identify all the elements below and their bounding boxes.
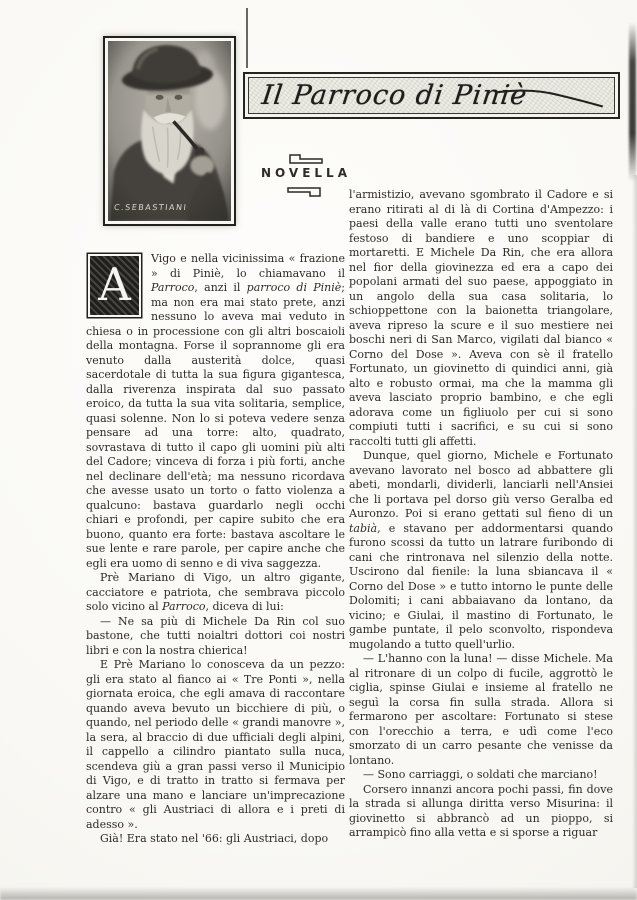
paragraph	[349, 783, 613, 841]
text-column-left	[86, 252, 345, 847]
title-banner	[243, 72, 620, 119]
italic-text-run: parroco di Piniè	[246, 281, 342, 294]
italic-text-run: Parroco	[162, 600, 206, 613]
italic-text-run: tabià	[349, 521, 378, 535]
paragraph	[349, 768, 613, 783]
paragraph	[86, 571, 345, 615]
text-run: — Sono carriaggi, o soldati che marciano!	[363, 768, 598, 781]
title-swash-flourish	[491, 83, 609, 115]
text-run: E Prè Mariano lo conosceva da un pezzo: gli era stato al fianco ai « Tre Ponti », nella giornata eroica, che egli amava di raccontare quando aveva bevuto un bicchiere di più, o quando, nel periodo delle « grandi manovre », la sera, al braccio di due ufficiali degli alpini, il cappello a cilindro piantato sulla nuca, scendeva giù a gran passi verso il Municipio di Vigo, e di tratto in tratto si fermava per alzare una mano e lanciare un'imprecazione contro « gli Austriaci di allora e i preti di adesso ».	[86, 658, 345, 831]
text-run: Dunque, quel giorno, Michele e Fortunato avevano lavorato nel bosco ad abbattere gli abeti, mondarli, dividerli, lanciarli nell'Ansiei che li portava pel dorso giù verso Geralba ed Auronzo. Poi si erano gettati sul fieno di un	[349, 449, 613, 520]
text-run: — L'hanno con la luna! — disse Michele. Ma al ritronare di un colpo di fucile, aggrottò le ciglia, spinse Giulai e insieme al fratello ne seguì la corsa fin sulla strada. Allora si fermarono per ascoltare: Fortunato si stese con l'orecchio a terra, e udì come l'eco smorzato di un carro pesante che venisse da lontano.	[349, 652, 613, 767]
paragraph	[349, 188, 613, 449]
scan-edge-soft-right	[632, 175, 637, 888]
scan-edge-shadow-bottom	[0, 887, 637, 900]
italic-text-run: Parroco	[151, 281, 195, 294]
text-run: Corsero innanzi ancora pochi passi, fin dove la strada si allunga diritta verso Misurina: il giovinetto si abbrancò ad un pioppo, si arrampicò fino alla vetta e si sporse a riguar	[349, 782, 613, 839]
scan-edge-shadow-right	[629, 22, 636, 182]
ornament-bracket-bottom	[286, 186, 322, 200]
text-run: Già! Era stato nel '66: gli Austriaci, dopo	[100, 832, 329, 845]
page-title: Il Parroco di Piniè	[260, 80, 530, 111]
text-run: — Ne sa più di Michele Da Rin col suo bastone, che tutti noialtri dottori coi nostri libri e con la nostra chierica!	[86, 614, 345, 657]
paragraph	[86, 832, 345, 847]
text-run: Vigo e nella vicinissima « frazione » di Piniè, lo chiamavano il	[151, 252, 345, 280]
title-banner-inner	[248, 77, 615, 114]
text-run: , e stavano per addormentarsi quando furono scossi da tutto un latrare furibondo di cani che rintronava nel silenzio della notte. Uscirono dal fienile: la luna sbiancava il « Corno del Dose » e tutto intorno le punte delle Dolomiti; i cani abbaiavano da lontano, da vicino; e Giulai, il mastino di Fortunato, le gambe puntate, il pelo sconvolto, rispondeva mugolando a tutto quell'urlio.	[349, 521, 613, 651]
text-run: , anzi il	[194, 281, 247, 294]
text-column-right	[349, 188, 613, 841]
portrait-illustration	[108, 41, 231, 221]
artist-signature: C.SEBASTIANI	[113, 203, 188, 212]
paragraph	[86, 252, 345, 571]
paragraph	[349, 652, 613, 768]
drop-cap-initial: A	[90, 256, 139, 315]
text-run: Prè Mariano di Vigo, un altro gigante, cacciatore e patriota, che sembrava piccolo solo vicino al	[86, 571, 345, 613]
paragraph	[86, 658, 345, 832]
paragraph	[86, 615, 345, 659]
section-label: NOVELLA	[261, 166, 351, 180]
text-run: l'armistizio, avevano sgombrato il Cadore e si erano ritirati al di là di Cortina d'Ampezzo: i paesi della valle erano tutti uno sventolare festoso di bandiere e uno scoppiar di mortaretti. E Michele Da Rin, che era allora nel fior della giovinezza ed era a capo dei popolani armati del suo paese, appoggiato in un angolo della sua casa solitaria, lo schioppettone con la baionetta triangolare, aveva ripreso la scure e il suo mestiere nei boschi neri di San Marco, vigilati dal bianco « Corno del Dose ». Aveva con sè il fratello Fortunato, un giovinetto di quindici anni, già alto e robusto ormai, ma che la mamma gli aveva lasciato proprio bambino, e che egli adorava come un figliuolo per cui si sono compiuti tutti i sacrifici, e su cui si sono raccolti tutti gli affetti.	[349, 188, 613, 448]
text-run: , diceva di lui:	[205, 600, 284, 613]
ornament-bracket-top	[288, 151, 324, 165]
portrait-photo	[103, 36, 236, 226]
paragraph	[349, 449, 613, 652]
frame-remnant-line	[246, 8, 248, 68]
text-run: ; ma non era mai stato prete, anzi nessuno lo aveva mai veduto in chiesa o in processione con gli altri boscaioli della montagna. Forse il soprannome gli era venuto dalla austerità dolce, quasi sacerdotale di tutta la sua figura gigantesca, dalla riverenza inspirata dal suo passato eroico, da tutta la sua vita solitaria, semplice, quasi solenne. Non lo si poteva vedere senza pensare ad una torre: alto, quadrato, sovrastava di tutto il capo gli uomini più alti del Cadore; vinceva di forza i più forti, anche nel declinare dell'età; ma nessuno ricordava che avesse usato un torto o fatto violenza a qualcuno: bastava guardarlo negli occhi chiari e profondi, per capire subito che era buono, quanto era forte: bastava ascoltare le sue lente e rare parole, per capire anche che egli era uomo di senno e di viva saggezza.	[86, 281, 346, 570]
